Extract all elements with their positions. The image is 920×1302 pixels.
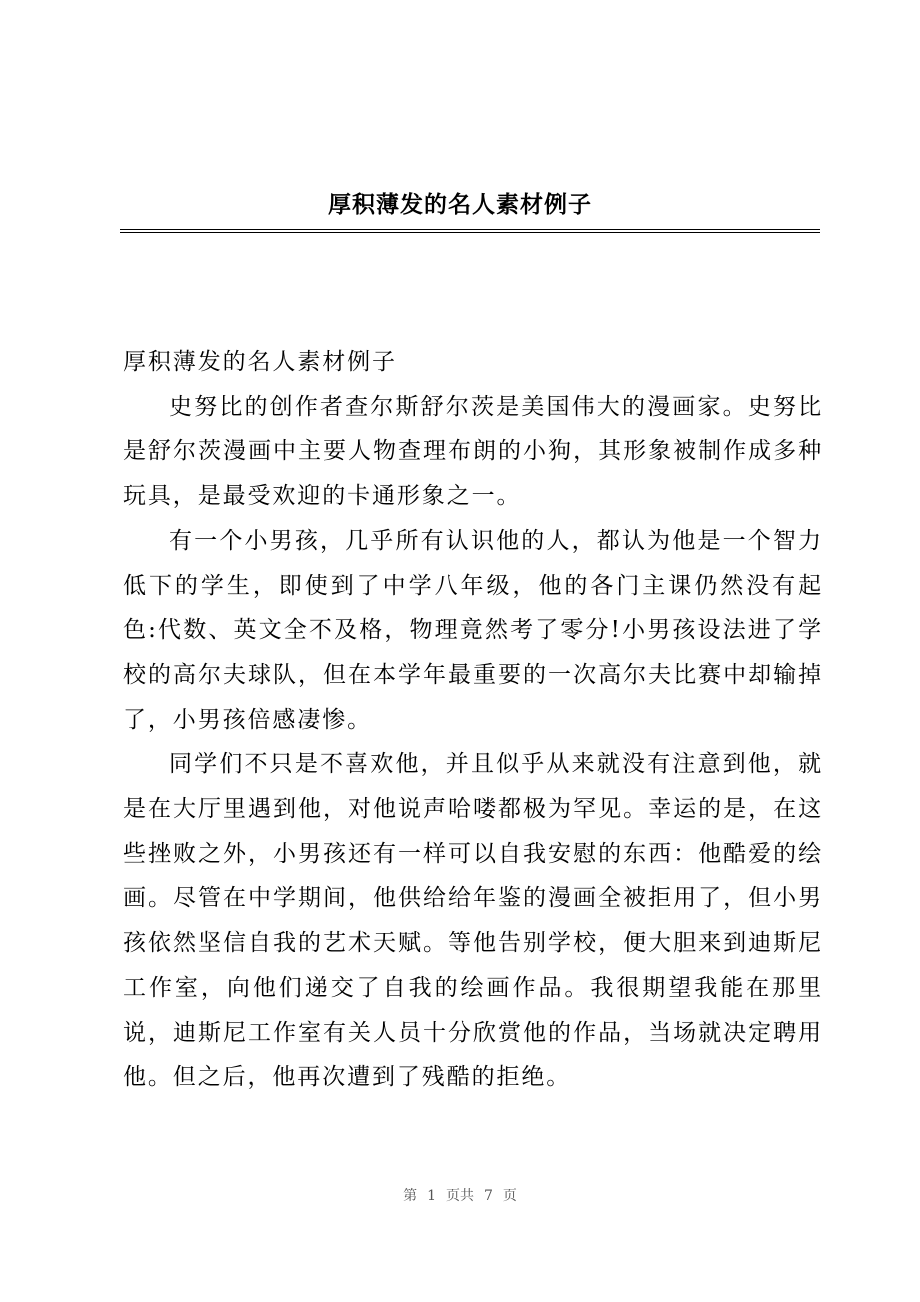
header-divider xyxy=(120,229,820,230)
footer-total-pages: 7 xyxy=(484,1188,493,1204)
footer-current-page: 1 xyxy=(427,1188,436,1204)
footer-label-end: 页 xyxy=(502,1188,517,1204)
footer-label-of: 页共 xyxy=(446,1188,474,1204)
page-footer xyxy=(0,1186,920,1206)
paragraph: 有一个小男孩，几乎所有认识他的人，都认为他是一个智力低下的学生，即使到了中学八年级，他的各门主课仍然没有起色:代数、英文全不及格，物理竟然考了零分!小男孩设法进了学校的高尔夫球队，但在本学年最重要的一次高尔夫比赛中却输掉了，小男孩倍感凄惨。 xyxy=(123,527,823,733)
paragraph: 同学们不只是不喜欢他，并且似乎从来就没有注意到他，就是在大厅里遇到他，对他说声哈喽都极为罕见。幸运的是，在这些挫败之外，小男孩还有一样可以自我安慰的东西：他酷爱的绘画。尽管在中学期间，他供给给年鉴的漫画全被拒用了，但小男孩依然坚信自我的艺术天赋。等他告别学校，便大胆来到迪斯尼工作室，向他们递交了自我的绘画作品。我很期望我能在那里说，迪斯尼工作室有关人员十分欣赏他的作品，当场就决定聘用他。但之后，他再次遭到了残酷的拒绝。 xyxy=(123,751,823,1091)
document-heading: 厚积薄发的名人素材例子 xyxy=(123,349,397,375)
page-title: 厚积薄发的名人素材例子 xyxy=(328,191,592,218)
header-divider-double xyxy=(120,232,820,233)
paragraph: 史努比的创作者查尔斯舒尔茨是美国伟大的漫画家。史努比是舒尔茨漫画中主要人物查理布朗的小狗，其形象被制作成多种玩具，是最受欢迎的卡通形象之一。 xyxy=(123,393,823,510)
footer-label-page: 第 xyxy=(403,1188,418,1204)
document-body xyxy=(123,340,823,1100)
